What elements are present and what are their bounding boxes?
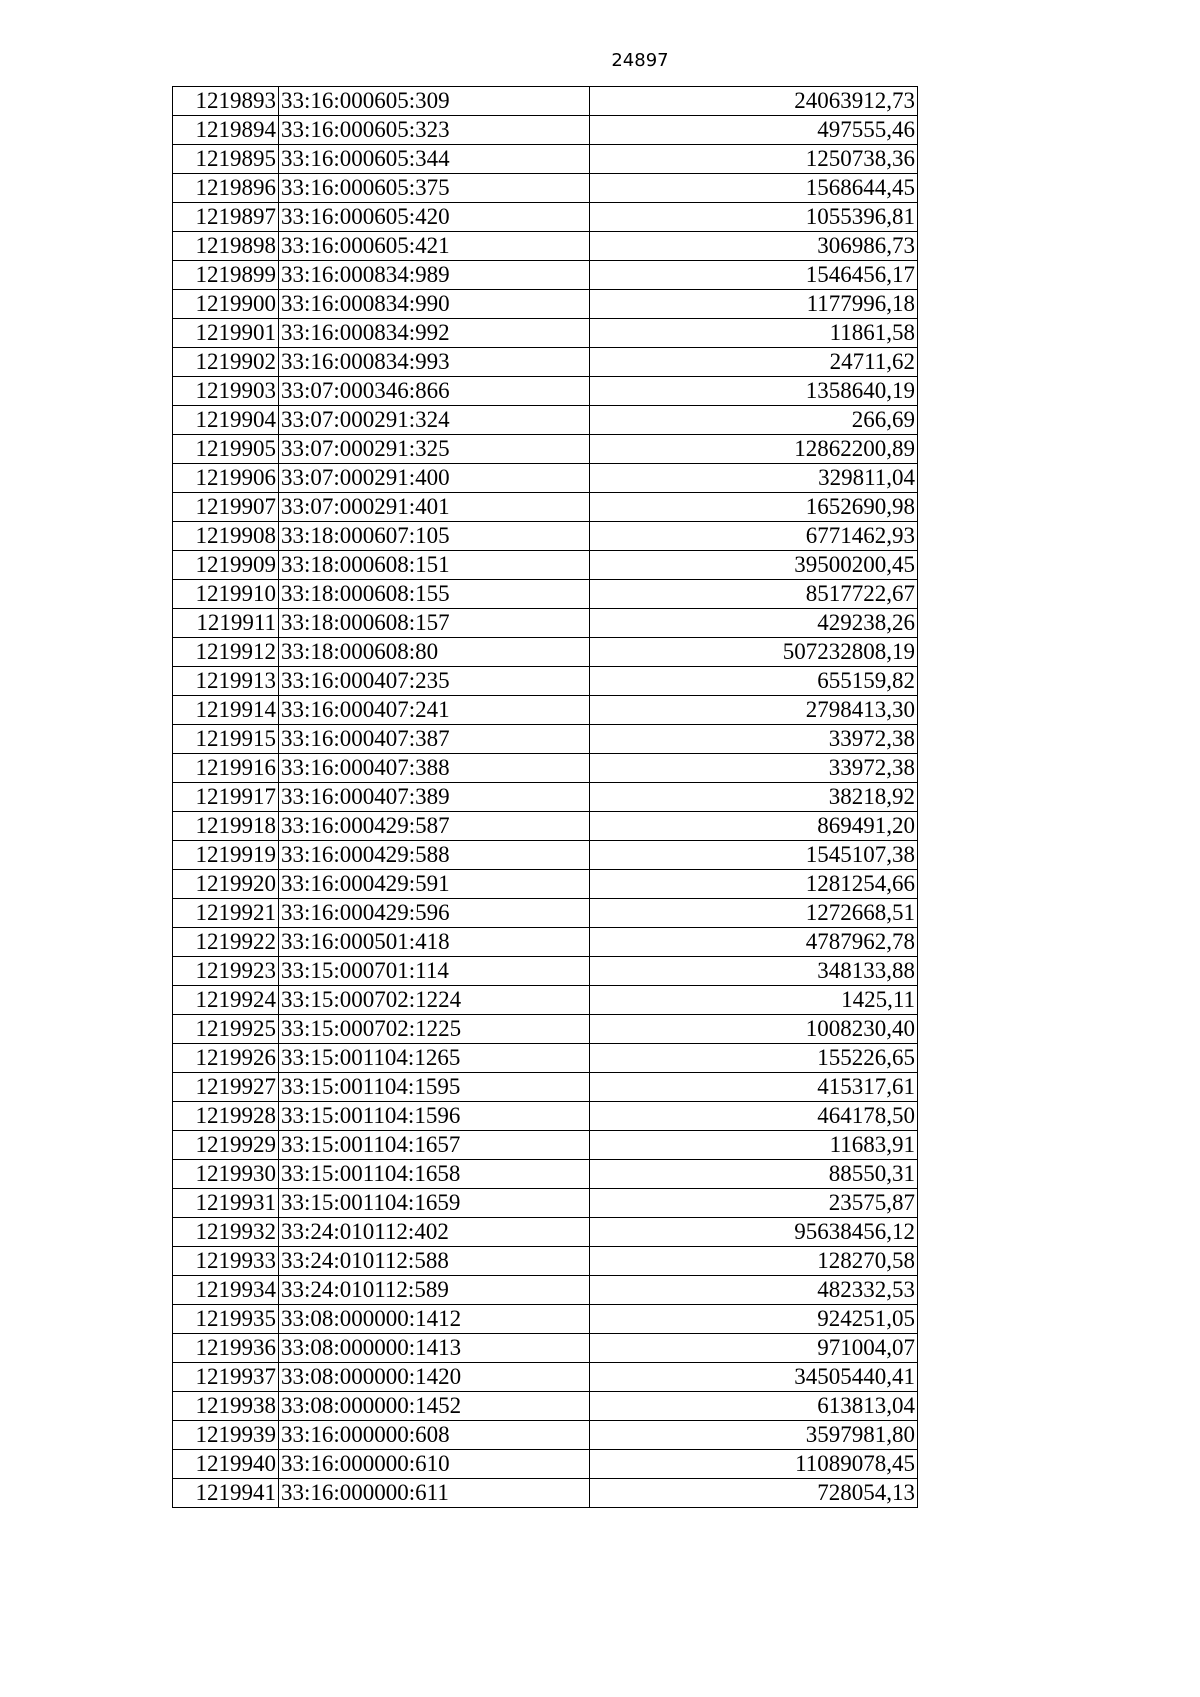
value-cell: 24063912,73: [590, 87, 918, 116]
row-id-cell: 1219929: [173, 1131, 279, 1160]
table-row: [173, 493, 918, 522]
row-id-cell: 1219906: [173, 464, 279, 493]
table-row: [173, 1363, 918, 1392]
table-row: [173, 406, 918, 435]
cadastral-number-cell: 33:18:000608:80: [279, 638, 590, 667]
value-cell: 33972,38: [590, 725, 918, 754]
cadastral-number-cell: 33:18:000608:155: [279, 580, 590, 609]
table-row: [173, 551, 918, 580]
value-cell: 1652690,98: [590, 493, 918, 522]
cadastral-number-cell: 33:16:000000:608: [279, 1421, 590, 1450]
table-row: [173, 1073, 918, 1102]
cadastral-number-cell: 33:16:000407:388: [279, 754, 590, 783]
table-row: [173, 870, 918, 899]
cadastral-number-cell: 33:16:000834:990: [279, 290, 590, 319]
row-id-cell: 1219911: [173, 609, 279, 638]
table-row: [173, 1334, 918, 1363]
value-cell: 306986,73: [590, 232, 918, 261]
cadastral-number-cell: 33:08:000000:1452: [279, 1392, 590, 1421]
table-row: [173, 1160, 918, 1189]
cadastral-number-cell: 33:08:000000:1412: [279, 1305, 590, 1334]
cadastral-number-cell: 33:16:000605:323: [279, 116, 590, 145]
value-cell: 33972,38: [590, 754, 918, 783]
value-cell: 655159,82: [590, 667, 918, 696]
value-cell: 34505440,41: [590, 1363, 918, 1392]
cadastral-number-cell: 33:24:010112:588: [279, 1247, 590, 1276]
table-row: [173, 203, 918, 232]
table-row: [173, 1392, 918, 1421]
value-cell: 3597981,80: [590, 1421, 918, 1450]
row-id-cell: 1219914: [173, 696, 279, 725]
cadastral-number-cell: 33:15:001104:1596: [279, 1102, 590, 1131]
value-cell: 11861,58: [590, 319, 918, 348]
cadastral-number-cell: 33:16:000407:389: [279, 783, 590, 812]
cadastral-number-cell: 33:16:000834:992: [279, 319, 590, 348]
table-row: [173, 783, 918, 812]
row-id-cell: 1219941: [173, 1479, 279, 1508]
cadastral-number-cell: 33:16:000605:375: [279, 174, 590, 203]
value-cell: 1546456,17: [590, 261, 918, 290]
row-id-cell: 1219940: [173, 1450, 279, 1479]
value-cell: 12862200,89: [590, 435, 918, 464]
row-id-cell: 1219905: [173, 435, 279, 464]
value-cell: 1568644,45: [590, 174, 918, 203]
table-row: [173, 638, 918, 667]
value-cell: 1055396,81: [590, 203, 918, 232]
row-id-cell: 1219901: [173, 319, 279, 348]
value-cell: 11683,91: [590, 1131, 918, 1160]
table-row: [173, 928, 918, 957]
row-id-cell: 1219918: [173, 812, 279, 841]
value-cell: 1250738,36: [590, 145, 918, 174]
row-id-cell: 1219894: [173, 116, 279, 145]
row-id-cell: 1219900: [173, 290, 279, 319]
row-id-cell: 1219903: [173, 377, 279, 406]
value-cell: 971004,07: [590, 1334, 918, 1363]
value-cell: 348133,88: [590, 957, 918, 986]
table-row: [173, 957, 918, 986]
table-row: [173, 696, 918, 725]
table-row: [173, 1189, 918, 1218]
value-cell: 39500200,45: [590, 551, 918, 580]
data-table: [172, 86, 918, 1508]
cadastral-number-cell: 33:18:000608:157: [279, 609, 590, 638]
value-cell: 728054,13: [590, 1479, 918, 1508]
value-cell: 1425,11: [590, 986, 918, 1015]
cadastral-number-cell: 33:15:001104:1595: [279, 1073, 590, 1102]
row-id-cell: 1219908: [173, 522, 279, 551]
cadastral-number-cell: 33:15:000701:114: [279, 957, 590, 986]
value-cell: 464178,50: [590, 1102, 918, 1131]
row-id-cell: 1219930: [173, 1160, 279, 1189]
cadastral-number-cell: 33:18:000607:105: [279, 522, 590, 551]
table-row: [173, 754, 918, 783]
cadastral-number-cell: 33:16:000605:421: [279, 232, 590, 261]
value-cell: 23575,87: [590, 1189, 918, 1218]
cadastral-number-cell: 33:16:000000:610: [279, 1450, 590, 1479]
table-row: [173, 435, 918, 464]
row-id-cell: 1219926: [173, 1044, 279, 1073]
row-id-cell: 1219935: [173, 1305, 279, 1334]
row-id-cell: 1219902: [173, 348, 279, 377]
row-id-cell: 1219909: [173, 551, 279, 580]
cadastral-number-cell: 33:16:000000:611: [279, 1479, 590, 1508]
value-cell: 1358640,19: [590, 377, 918, 406]
cadastral-number-cell: 33:16:000605:420: [279, 203, 590, 232]
value-cell: 329811,04: [590, 464, 918, 493]
table-row: [173, 580, 918, 609]
row-id-cell: 1219923: [173, 957, 279, 986]
value-cell: 613813,04: [590, 1392, 918, 1421]
table-row: [173, 1276, 918, 1305]
table-row: [173, 464, 918, 493]
table-row: [173, 841, 918, 870]
value-cell: 155226,65: [590, 1044, 918, 1073]
row-id-cell: 1219939: [173, 1421, 279, 1450]
value-cell: 869491,20: [590, 812, 918, 841]
table-row: [173, 87, 918, 116]
cadastral-number-cell: 33:16:000429:588: [279, 841, 590, 870]
table-row: [173, 145, 918, 174]
cadastral-number-cell: 33:16:000501:418: [279, 928, 590, 957]
table-row: [173, 1421, 918, 1450]
cadastral-number-cell: 33:08:000000:1420: [279, 1363, 590, 1392]
cadastral-number-cell: 33:16:000605:309: [279, 87, 590, 116]
row-id-cell: 1219924: [173, 986, 279, 1015]
cadastral-number-cell: 33:16:000429:596: [279, 899, 590, 928]
value-cell: 38218,92: [590, 783, 918, 812]
row-id-cell: 1219932: [173, 1218, 279, 1247]
value-cell: 482332,53: [590, 1276, 918, 1305]
value-cell: 11089078,45: [590, 1450, 918, 1479]
table-row: [173, 174, 918, 203]
table-row: [173, 667, 918, 696]
value-cell: 1545107,38: [590, 841, 918, 870]
table-row: [173, 348, 918, 377]
table-row: [173, 1044, 918, 1073]
cadastral-number-cell: 33:16:000429:591: [279, 870, 590, 899]
value-cell: 266,69: [590, 406, 918, 435]
cadastral-number-cell: 33:07:000291:400: [279, 464, 590, 493]
value-cell: 415317,61: [590, 1073, 918, 1102]
table-row: [173, 261, 918, 290]
value-cell: 1177996,18: [590, 290, 918, 319]
cadastral-number-cell: 33:18:000608:151: [279, 551, 590, 580]
row-id-cell: 1219933: [173, 1247, 279, 1276]
value-cell: 1008230,40: [590, 1015, 918, 1044]
table-row: [173, 1015, 918, 1044]
table-row: [173, 1479, 918, 1508]
table-body: [173, 87, 918, 1508]
row-id-cell: 1219896: [173, 174, 279, 203]
table-row: [173, 1131, 918, 1160]
value-cell: 429238,26: [590, 609, 918, 638]
value-cell: 6771462,93: [590, 522, 918, 551]
row-id-cell: 1219899: [173, 261, 279, 290]
row-id-cell: 1219936: [173, 1334, 279, 1363]
value-cell: 95638456,12: [590, 1218, 918, 1247]
cadastral-number-cell: 33:16:000834:989: [279, 261, 590, 290]
cadastral-number-cell: 33:24:010112:589: [279, 1276, 590, 1305]
table-row: [173, 522, 918, 551]
cadastral-number-cell: 33:15:001104:1659: [279, 1189, 590, 1218]
row-id-cell: 1219916: [173, 754, 279, 783]
cadastral-number-cell: 33:16:000605:344: [279, 145, 590, 174]
cadastral-number-cell: 33:15:001104:1265: [279, 1044, 590, 1073]
cadastral-number-cell: 33:15:001104:1658: [279, 1160, 590, 1189]
row-id-cell: 1219921: [173, 899, 279, 928]
row-id-cell: 1219927: [173, 1073, 279, 1102]
cadastral-number-cell: 33:15:000702:1225: [279, 1015, 590, 1044]
row-id-cell: 1219910: [173, 580, 279, 609]
value-cell: 24711,62: [590, 348, 918, 377]
row-id-cell: 1219920: [173, 870, 279, 899]
row-id-cell: 1219897: [173, 203, 279, 232]
table-row: [173, 377, 918, 406]
cadastral-number-cell: 33:15:000702:1224: [279, 986, 590, 1015]
row-id-cell: 1219928: [173, 1102, 279, 1131]
table-row: [173, 1218, 918, 1247]
table-row: [173, 609, 918, 638]
cadastral-number-cell: 33:07:000291:401: [279, 493, 590, 522]
table-row: [173, 899, 918, 928]
table-row: [173, 290, 918, 319]
row-id-cell: 1219895: [173, 145, 279, 174]
cadastral-number-cell: 33:07:000291:325: [279, 435, 590, 464]
value-cell: 1281254,66: [590, 870, 918, 899]
table-row: [173, 812, 918, 841]
row-id-cell: 1219925: [173, 1015, 279, 1044]
cadastral-number-cell: 33:16:000834:993: [279, 348, 590, 377]
row-id-cell: 1219893: [173, 87, 279, 116]
value-cell: 1272668,51: [590, 899, 918, 928]
row-id-cell: 1219915: [173, 725, 279, 754]
cadastral-number-cell: 33:16:000407:235: [279, 667, 590, 696]
table-row: [173, 725, 918, 754]
table-row: [173, 1102, 918, 1131]
row-id-cell: 1219938: [173, 1392, 279, 1421]
value-cell: 8517722,67: [590, 580, 918, 609]
table-row: [173, 1247, 918, 1276]
row-id-cell: 1219917: [173, 783, 279, 812]
row-id-cell: 1219919: [173, 841, 279, 870]
row-id-cell: 1219934: [173, 1276, 279, 1305]
row-id-cell: 1219904: [173, 406, 279, 435]
row-id-cell: 1219907: [173, 493, 279, 522]
cadastral-number-cell: 33:16:000429:587: [279, 812, 590, 841]
cadastral-number-cell: 33:08:000000:1413: [279, 1334, 590, 1363]
value-cell: 497555,46: [590, 116, 918, 145]
row-id-cell: 1219931: [173, 1189, 279, 1218]
table-row: [173, 986, 918, 1015]
row-id-cell: 1219898: [173, 232, 279, 261]
value-cell: 4787962,78: [590, 928, 918, 957]
cadastral-number-cell: 33:15:001104:1657: [279, 1131, 590, 1160]
table-row: [173, 319, 918, 348]
value-cell: 2798413,30: [590, 696, 918, 725]
row-id-cell: 1219912: [173, 638, 279, 667]
value-cell: 128270,58: [590, 1247, 918, 1276]
table-row: [173, 1305, 918, 1334]
cadastral-number-cell: 33:16:000407:387: [279, 725, 590, 754]
row-id-cell: 1219922: [173, 928, 279, 957]
value-cell: 507232808,19: [590, 638, 918, 667]
cadastral-number-cell: 33:07:000291:324: [279, 406, 590, 435]
cadastral-number-cell: 33:16:000407:241: [279, 696, 590, 725]
table-row: [173, 1450, 918, 1479]
page-number: 24897: [611, 50, 669, 71]
row-id-cell: 1219937: [173, 1363, 279, 1392]
table-row: [173, 116, 918, 145]
value-cell: 88550,31: [590, 1160, 918, 1189]
row-id-cell: 1219913: [173, 667, 279, 696]
cadastral-number-cell: 33:07:000346:866: [279, 377, 590, 406]
cadastral-number-cell: 33:24:010112:402: [279, 1218, 590, 1247]
value-cell: 924251,05: [590, 1305, 918, 1334]
table-row: [173, 232, 918, 261]
